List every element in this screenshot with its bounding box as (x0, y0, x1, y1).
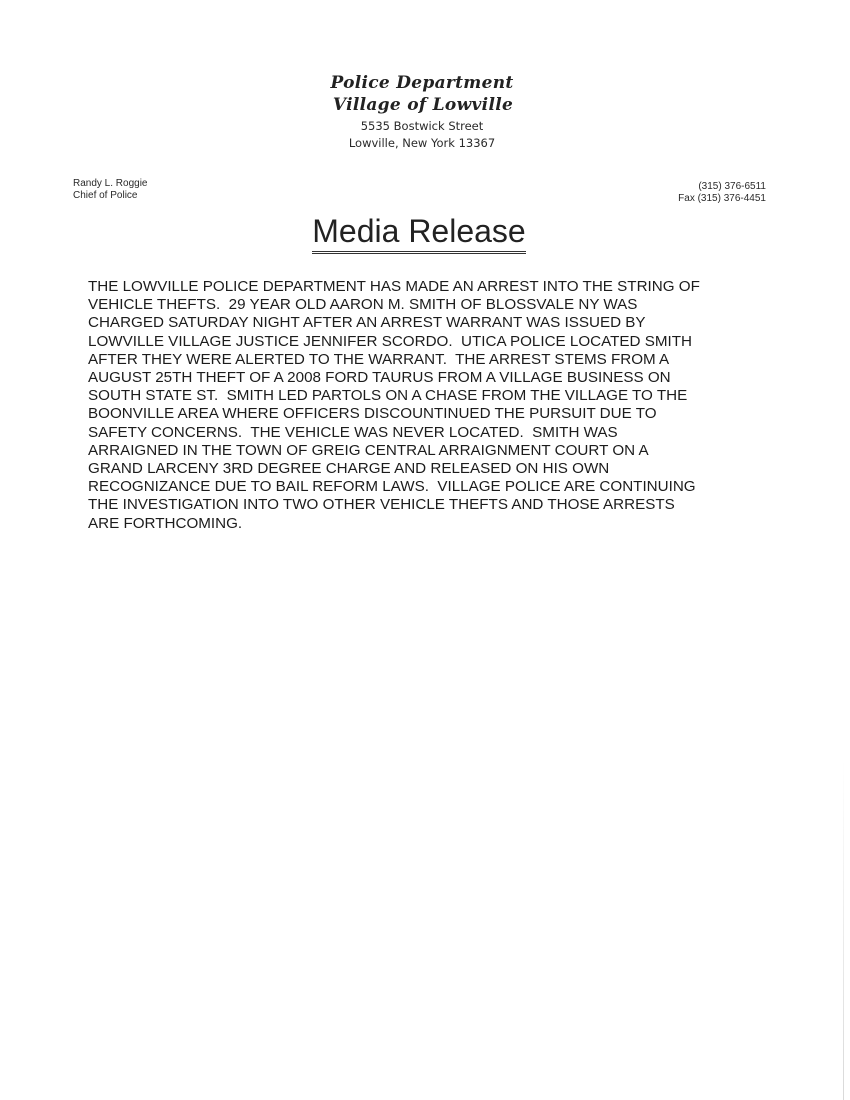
chief-block (73, 178, 148, 201)
body-line: SAFETY CONCERNS. THE VEHICLE WAS NEVER LOCATED. SMITH WAS (88, 423, 618, 441)
fax-number: Fax (315) 376-4451 (678, 192, 766, 204)
village-name: Village of Lowville (332, 95, 514, 115)
street-address: 5535 Bostwick Street (360, 119, 484, 133)
body-line: THE LOWVILLE POLICE DEPARTMENT HAS MADE AN ARREST INTO THE STRING OF (88, 278, 700, 295)
body-line: AFTER THEY WERE ALERTED TO THE WARRANT. THE ARREST STEMS FROM A (88, 350, 670, 368)
body-line: THE INVESTIGATION INTO TWO OTHER VEHICLE THEFTS AND THOSE ARRESTS (88, 496, 675, 514)
body-line: ARRAIGNED IN THE TOWN OF GREIG CENTRAL ARRAIGNMENT COURT ON A (88, 441, 649, 459)
release-body (88, 278, 748, 533)
body-line: CHARGED SATURDAY NIGHT AFTER AN ARREST WARRANT WAS ISSUED BY (88, 314, 646, 332)
chief-title: Chief of Police (73, 189, 138, 201)
body-line: VEHICLE THEFTS. 29 YEAR OLD AARON M. SMITH OF BLOSSVALE NY WAS (88, 296, 638, 314)
body-line: ARE FORTHCOMING. (88, 514, 243, 532)
scan-edge-line (843, 760, 844, 1100)
body-line: RECOGNIZANCE DUE TO BAIL REFORM LAWS. VILLAGE POLICE ARE CONTINUING (88, 478, 696, 496)
contact-block (678, 181, 766, 204)
phone-number: (315) 376-6511 (698, 181, 766, 192)
body-line: LOWVILLE VILLAGE JUSTICE JENNIFER SCORDO. UTICA POLICE LOCATED SMITH (88, 332, 692, 350)
chief-name: Randy L. Roggie (73, 178, 148, 189)
body-line: SOUTH STATE ST. SMITH LED PARTOLS ON A CHASE FROM THE VILLAGE TO THE (88, 387, 688, 405)
body-line: BOONVILLE AREA WHERE OFFICERS DISCOUNTINUED THE PURSUIT DUE TO (88, 405, 657, 423)
release-title-block (0, 212, 850, 254)
city-address: Lowville, New York 13367 (348, 136, 496, 150)
body-line: GRAND LARCENY 3RD DEGREE CHARGE AND RELEASED ON HIS OWN (88, 460, 610, 478)
body-line: AUGUST 25TH THEFT OF A 2008 FORD TAURUS FROM A VILLAGE BUSINESS ON (88, 369, 671, 387)
department-name: Police Department (330, 73, 514, 93)
letterhead (0, 72, 850, 152)
release-title: Media Release (312, 212, 525, 254)
